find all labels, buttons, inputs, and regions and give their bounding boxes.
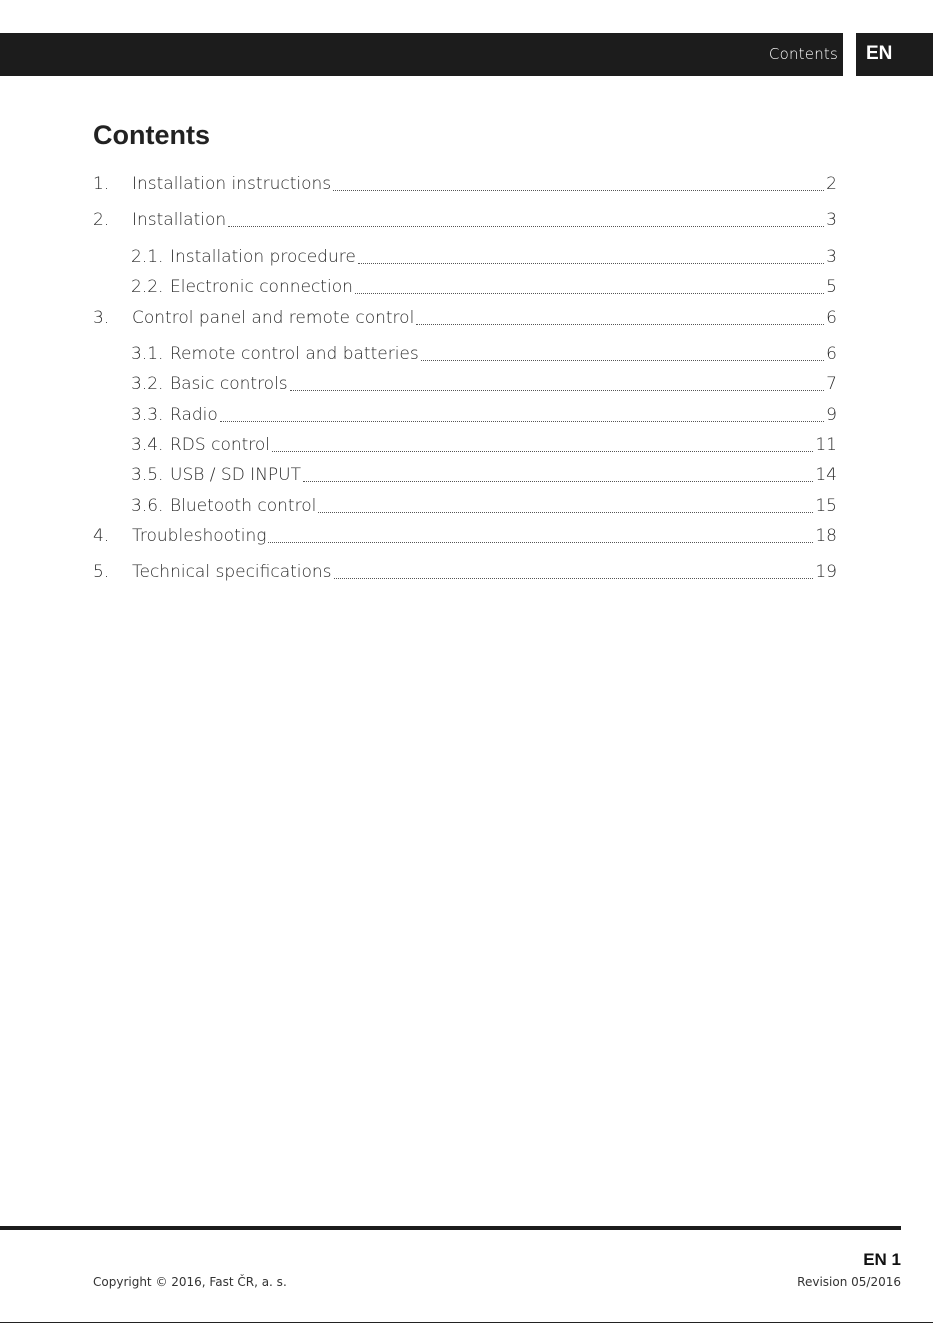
bottom-divider: [0, 1322, 933, 1323]
toc-entry-number: 2.2.: [131, 277, 164, 297]
toc-entry-title: Technical specifications: [132, 562, 332, 582]
toc-entry-title: Installation instructions: [132, 174, 332, 194]
language-label: EN: [866, 43, 893, 64]
toc-dot-leader: [334, 577, 814, 579]
toc-entry-title: USB / SD INPUT: [170, 465, 301, 485]
toc-dot-leader: [228, 225, 824, 227]
toc-entry[interactable]: [93, 562, 837, 586]
revision-text: Revision 05/2016: [797, 1275, 901, 1289]
toc-entry-title: Control panel and remote control: [132, 308, 415, 328]
toc-entry-page: 6: [826, 308, 837, 328]
toc-entry-number: 3.4.: [131, 435, 164, 455]
toc-entry-title: Troubleshooting: [132, 526, 267, 546]
toc-entry-page: 7: [826, 374, 837, 394]
toc-entry-page: 18: [815, 526, 837, 546]
toc-dot-leader: [421, 359, 824, 361]
toc-entry-number: 1.: [93, 174, 110, 194]
copyright-text: Copyright © 2016, Fast ČR, a. s.: [93, 1275, 287, 1289]
footer-divider: [0, 1226, 901, 1230]
toc-entry-title: Radio: [170, 405, 218, 425]
toc-entry[interactable]: [93, 308, 837, 332]
toc-entry[interactable]: [131, 247, 837, 271]
toc-dot-leader: [358, 262, 824, 264]
toc-dot-leader: [318, 511, 813, 513]
toc-entry-title: Installation: [132, 210, 227, 230]
toc-entry[interactable]: [131, 435, 837, 459]
toc-dot-leader: [220, 420, 824, 422]
toc-entry[interactable]: [93, 210, 837, 234]
toc-entry[interactable]: [131, 496, 837, 520]
toc-entry[interactable]: [93, 526, 837, 550]
toc-entry-page: 5: [826, 277, 837, 297]
toc-entry[interactable]: [131, 374, 837, 398]
toc-entry-title: Electronic connection: [170, 277, 353, 297]
toc-entry-title: Remote control and batteries: [170, 344, 419, 364]
toc-entry-number: 3.6.: [131, 496, 164, 516]
toc-entry-page: 6: [826, 344, 837, 364]
page-title: Contents: [93, 120, 210, 150]
toc-entry[interactable]: [131, 277, 837, 301]
toc-dot-leader: [290, 389, 825, 391]
toc-dot-leader: [268, 541, 813, 543]
toc-entry-title: Basic controls: [170, 374, 288, 394]
toc-entry-number: 3.5.: [131, 465, 164, 485]
toc-entry-page: 3: [826, 210, 837, 230]
toc-entry-number: 4.: [93, 526, 110, 546]
toc-dot-leader: [355, 292, 824, 294]
toc-entry[interactable]: [131, 344, 837, 368]
toc-entry[interactable]: [131, 405, 837, 429]
toc-entry-title: RDS control: [170, 435, 271, 455]
toc-entry[interactable]: [131, 465, 837, 489]
toc-entry-number: 3.1.: [131, 344, 164, 364]
toc-entry-page: 15: [815, 496, 837, 516]
toc-entry-page: 11: [815, 435, 837, 455]
table-of-contents: [0, 0, 933, 620]
toc-entry-title: Installation procedure: [170, 247, 356, 267]
toc-dot-leader: [416, 323, 824, 325]
toc-dot-leader: [303, 480, 813, 482]
toc-entry-number: 3.3.: [131, 405, 164, 425]
toc-entry-number: 2.: [93, 210, 110, 230]
toc-entry[interactable]: [93, 174, 837, 198]
toc-entry-page: 19: [815, 562, 837, 582]
toc-entry-page: 14: [815, 465, 837, 485]
toc-entry-page: 3: [826, 247, 837, 267]
toc-entry-number: 2.1.: [131, 247, 164, 267]
toc-entry-number: 3.2.: [131, 374, 164, 394]
toc-dot-leader: [272, 450, 813, 452]
page-number: EN 1: [863, 1250, 901, 1269]
toc-dot-leader: [333, 189, 824, 191]
toc-entry-number: 5.: [93, 562, 110, 582]
header-title: Contents: [768, 45, 838, 63]
toc-entry-page: 9: [826, 405, 837, 425]
toc-entry-title: Bluetooth control: [170, 496, 317, 516]
toc-entry-page: 2: [826, 174, 837, 194]
toc-entry-number: 3.: [93, 308, 110, 328]
